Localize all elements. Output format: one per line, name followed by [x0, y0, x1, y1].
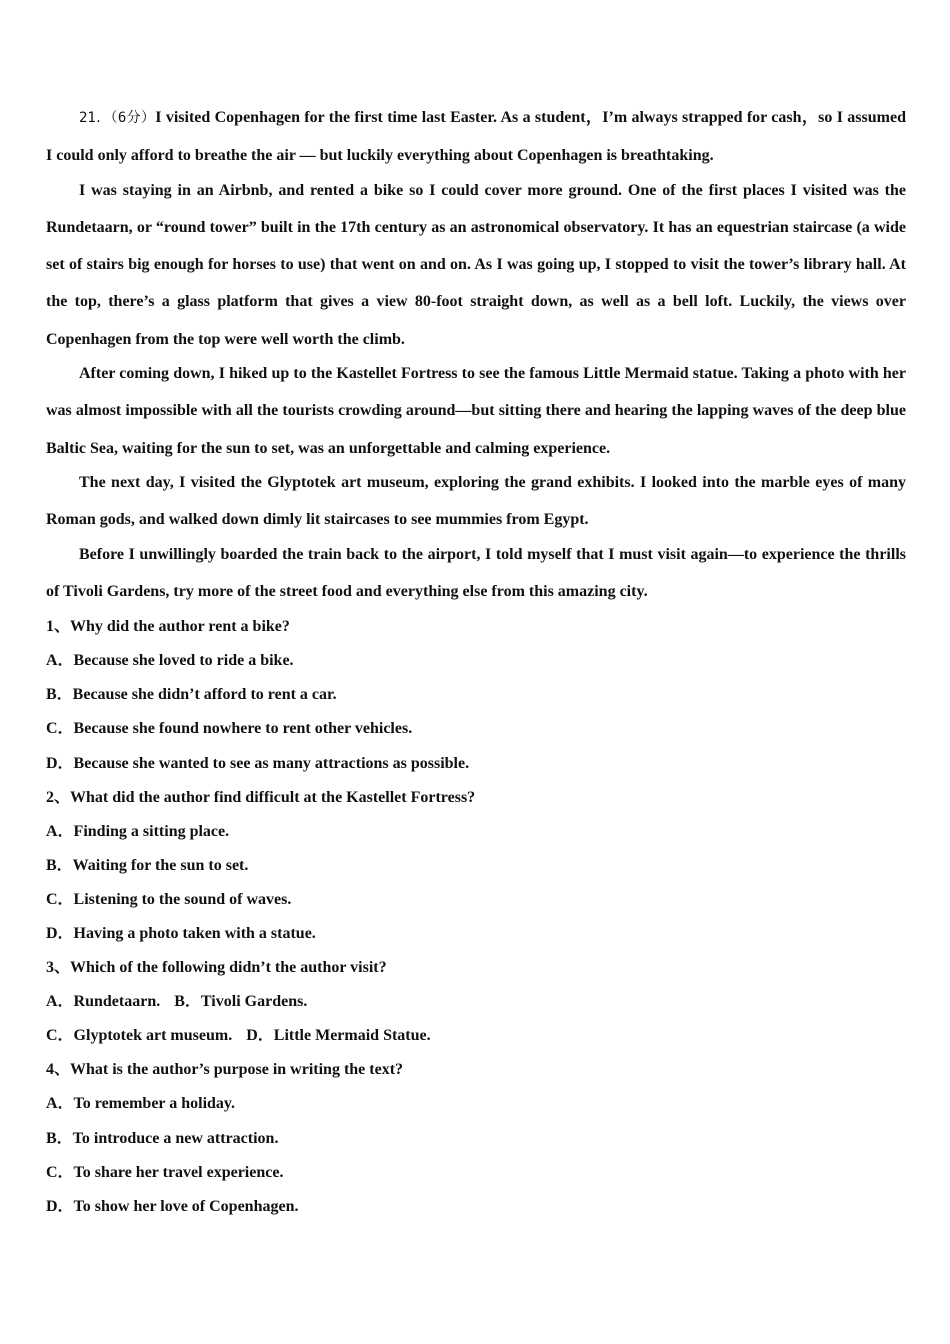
question-number: 21．（6分） [79, 110, 156, 126]
question-2 [46, 781, 906, 951]
question-stem: 1、Why did the author rent a bike? [46, 618, 290, 636]
option-a: A．Finding a sitting place. [46, 822, 230, 840]
passage-paragraph-1 [46, 99, 906, 175]
passage-paragraph-5: Before I unwillingly boarded the train back to the airport, I told myself that I must visit again—to experience the thrills of Tivoli Gardens, try more of the street food and everything else from this amazing city. [46, 545, 906, 600]
option-a: A．To remember a holiday. [46, 1095, 236, 1113]
option-d: D．Having a photo taken with a statue. [46, 925, 316, 942]
document-page [46, 99, 906, 1224]
reading-passage [46, 99, 906, 610]
option-row-ab [46, 985, 906, 1019]
option-c: C．Glyptotek art museum. [46, 1027, 233, 1045]
question-3 [46, 951, 906, 1053]
option-b: B．Waiting for the sun to set. [46, 856, 249, 874]
option-a: A．Because she loved to ride a bike. [46, 652, 294, 670]
question-4 [46, 1053, 906, 1223]
question-list [46, 610, 906, 1224]
option-d: D．Because she wanted to see as many attractions as possible. [46, 754, 470, 772]
option-c: C．Listening to the sound of waves. [46, 890, 292, 908]
option-b: B．Because she didn’t afford to rent a car. [46, 686, 337, 704]
question-1 [46, 610, 906, 780]
paragraph-text: I visited Copenhagen for the first time last Easter. As a student，I’m always strapped for cash，so I assumed I could only afford to breathe the air — but luckily everything about Copenhagen is breathtaking. [46, 109, 906, 165]
question-stem: 4、What is the author’s purpose in writing the text? [46, 1061, 404, 1079]
passage-paragraph-4: The next day, I visited the Glyptotek art museum, exploring the grand exhibits. I looked into the marble eyes of many Roman gods, and walked down dimly lit staircases to see mummies from Egypt. [46, 473, 906, 529]
option-c: C．Because she found nowhere to rent other vehicles. [46, 720, 413, 738]
passage-paragraph-2: I was staying in an Airbnb, and rented a bike so I could cover more ground. One of the first places I visited was the Rundetaarn, or “round tower” built in the 17th century as an astronomical observatory. It has an equestrian staircase (a wide set of stairs big enough for horses to use) that went on and on. As I was going up, I stopped to visit the tower’s library hall. At the top, there’s a glass platform that gives a view 80-foot straight down, as well as a bell loft. Luckily, the views over Copenhagen from the top were well worth the climb. [46, 181, 906, 348]
option-d: D．Little Mermaid Statue. [246, 1027, 431, 1045]
passage-paragraph-3: After coming down, I hiked up to the Kastellet Fortress to see the famous Little Mermaid statue. Taking a photo with her was almost impossible with all the tourists crowding around—but sitting there and hearing the lapping waves of the deep blue Baltic Sea, waiting for the sun to set, was an unforgettable and calming experience. [46, 365, 906, 457]
option-b: B．Tivoli Gardens. [174, 993, 308, 1011]
option-b: B．To introduce a new attraction. [46, 1129, 279, 1147]
question-stem: 2、What did the author find difficult at the Kastellet Fortress? [46, 788, 476, 806]
question-stem: 3、Which of the following didn’t the author visit? [46, 959, 387, 977]
option-c: C．To share her travel experience. [46, 1163, 284, 1181]
option-d: D．To show her love of Copenhagen. [46, 1197, 299, 1215]
option-a: A．Rundetaarn. [46, 993, 161, 1011]
option-row-cd [46, 1019, 906, 1053]
